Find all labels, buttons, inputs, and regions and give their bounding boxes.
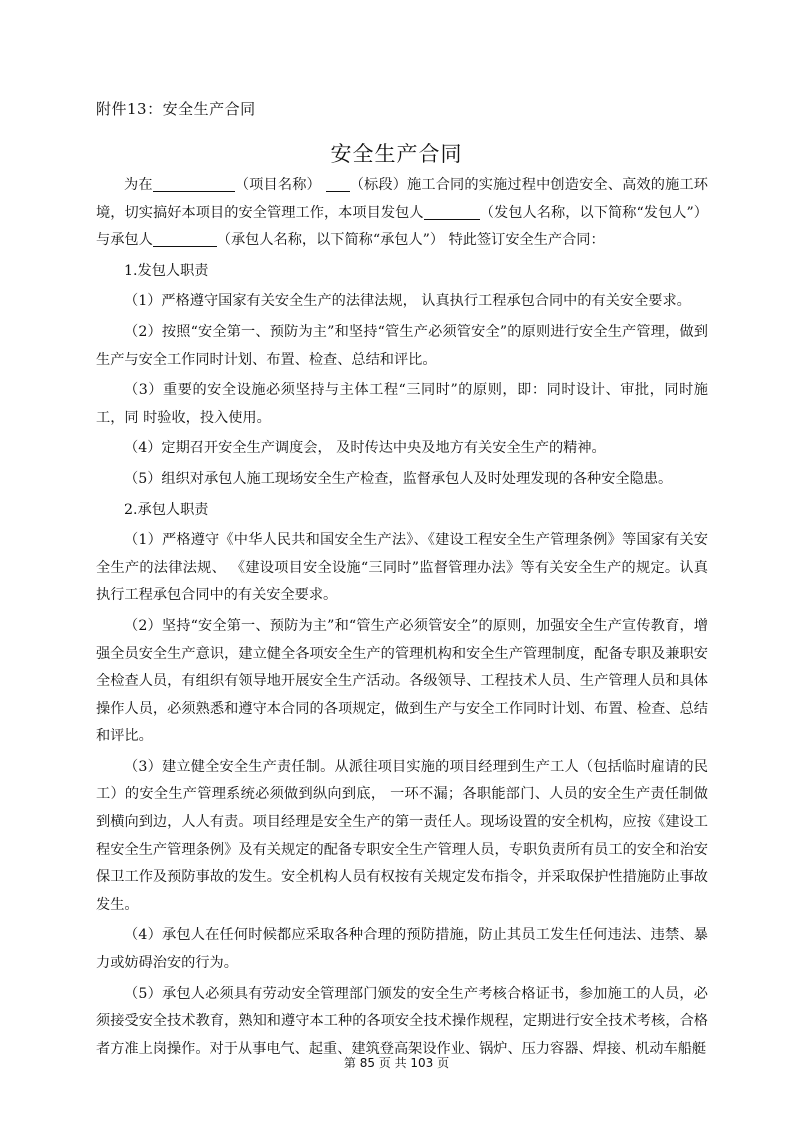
section-1-heading: 1.发包人职责 — [124, 262, 209, 279]
section-2-heading: 2.承包人职责 — [124, 501, 209, 518]
project-name-blank — [153, 175, 235, 192]
section-1-item: （4）定期召开安全生产调度会， 及时传达中央及地方有关安全生产的精神。 — [124, 440, 606, 457]
section-2-item: （1）严格遵守《中华人民共和国安全生产法》、《建设工程安全生产管理条例》等国家有关安全生产的法律法规、 《建设项目安全设施“三同时”监督管理办法》等有关安全生产的规定。认真执行工程承包合同中的有关安全要求。 — [96, 532, 708, 604]
section-2-item: （4）承包人在任何时候都应采取各种合理的预防措施，防止其员工发生任何违法、违禁、暴力或妨碍治安的行为。 — [96, 927, 708, 972]
section-1-item: （2）按照“安全第一、预防为主”和坚持“管生产必须管安全”的原则进行安全生产管理，做到生产与安全工作同时计划、布置、检查、总结和评比。 — [96, 323, 708, 368]
page-footer: 第 85 页 共 103 页 — [343, 1056, 450, 1070]
document-body — [96, 172, 708, 1063]
employer-name-blank — [424, 203, 480, 220]
section-1-item: （3）重要的安全设施必须坚持与主体工程“三同时”的原则，即：同时设计、审批，同时施工，同 时验收，投入使用。 — [96, 382, 708, 426]
intro-paragraph: 为在 （项目名称） （标段）施工合同的实施过程中创造安全、高效的施工环境，切实搞好本项目的安全管理工作，本项目发包人 （发包人名称，以下简称“发包人”）与承包人 （承包人名称，以下简称“承包人”） 特此签订安全生产合同： — [96, 177, 708, 249]
section-blank — [326, 175, 350, 192]
attachment-label: 附件13：安全生产合同 — [96, 100, 256, 118]
section-2-item: （3）建立健全安全生产责任制。从派往项目实施的项目经理到生产工人（包括临时雇请的民工）的安全生产管理系统必须做到纵向到底， 一环不漏；各职能部门、人员的安全生产责任制做到横向到边，人人有责。项目经理是安全生产的第一责任人。现场设置的安全机构，应按《建设工程安全生产管理条例》及有关规定的配备专职安全生产管理人员，专职负责所有员工的安全和治安保卫工作及预防事故的发生。安全机构人员有权按有关规定发布指令，并采取保护性措施防止事故发生。 — [96, 758, 708, 913]
section-1-item: （1）严格遵守国家有关安全生产的法律法规， 认真执行工程承包合同中的有关安全要求。 — [124, 293, 691, 310]
section-1-item: （5）组织对承包人施工现场安全生产检查，监督承包人及时处理发现的各种安全隐患。 — [124, 470, 673, 487]
section-2-item: （2）坚持“安全第一、预防为主”和“管生产必须管安全”的原则，加强安全生产宣传教育，增强全员安全生产意识，建立健全各项安全生产的管理机构和安全生产管理制度，配备专职及兼职安全检查人员，有组织有领导地开展安全生产活动。各级领导、工程技术人员、生产管理人员和具体操作人员，必须熟悉和遵守本合同的各项规定，做到生产与安全工作同时计划、布置、检查、总结和评比。 — [96, 617, 708, 745]
contractor-name-blank — [153, 230, 217, 247]
section-2-item: （5）承包人必须具有劳动安全管理部门颁发的安全生产考核合格证书，参加施工的人员，必须接受安全技术教育，熟知和遵守本工种的各项安全技术操作规程，定期进行安全技术考核，合格者方准上岗操作。对于从事电气、起重、建筑登高架设作业、锅炉、压力容器、焊接、机动车船艇 — [96, 985, 708, 1057]
document-title: 安全生产合同 — [330, 142, 463, 166]
